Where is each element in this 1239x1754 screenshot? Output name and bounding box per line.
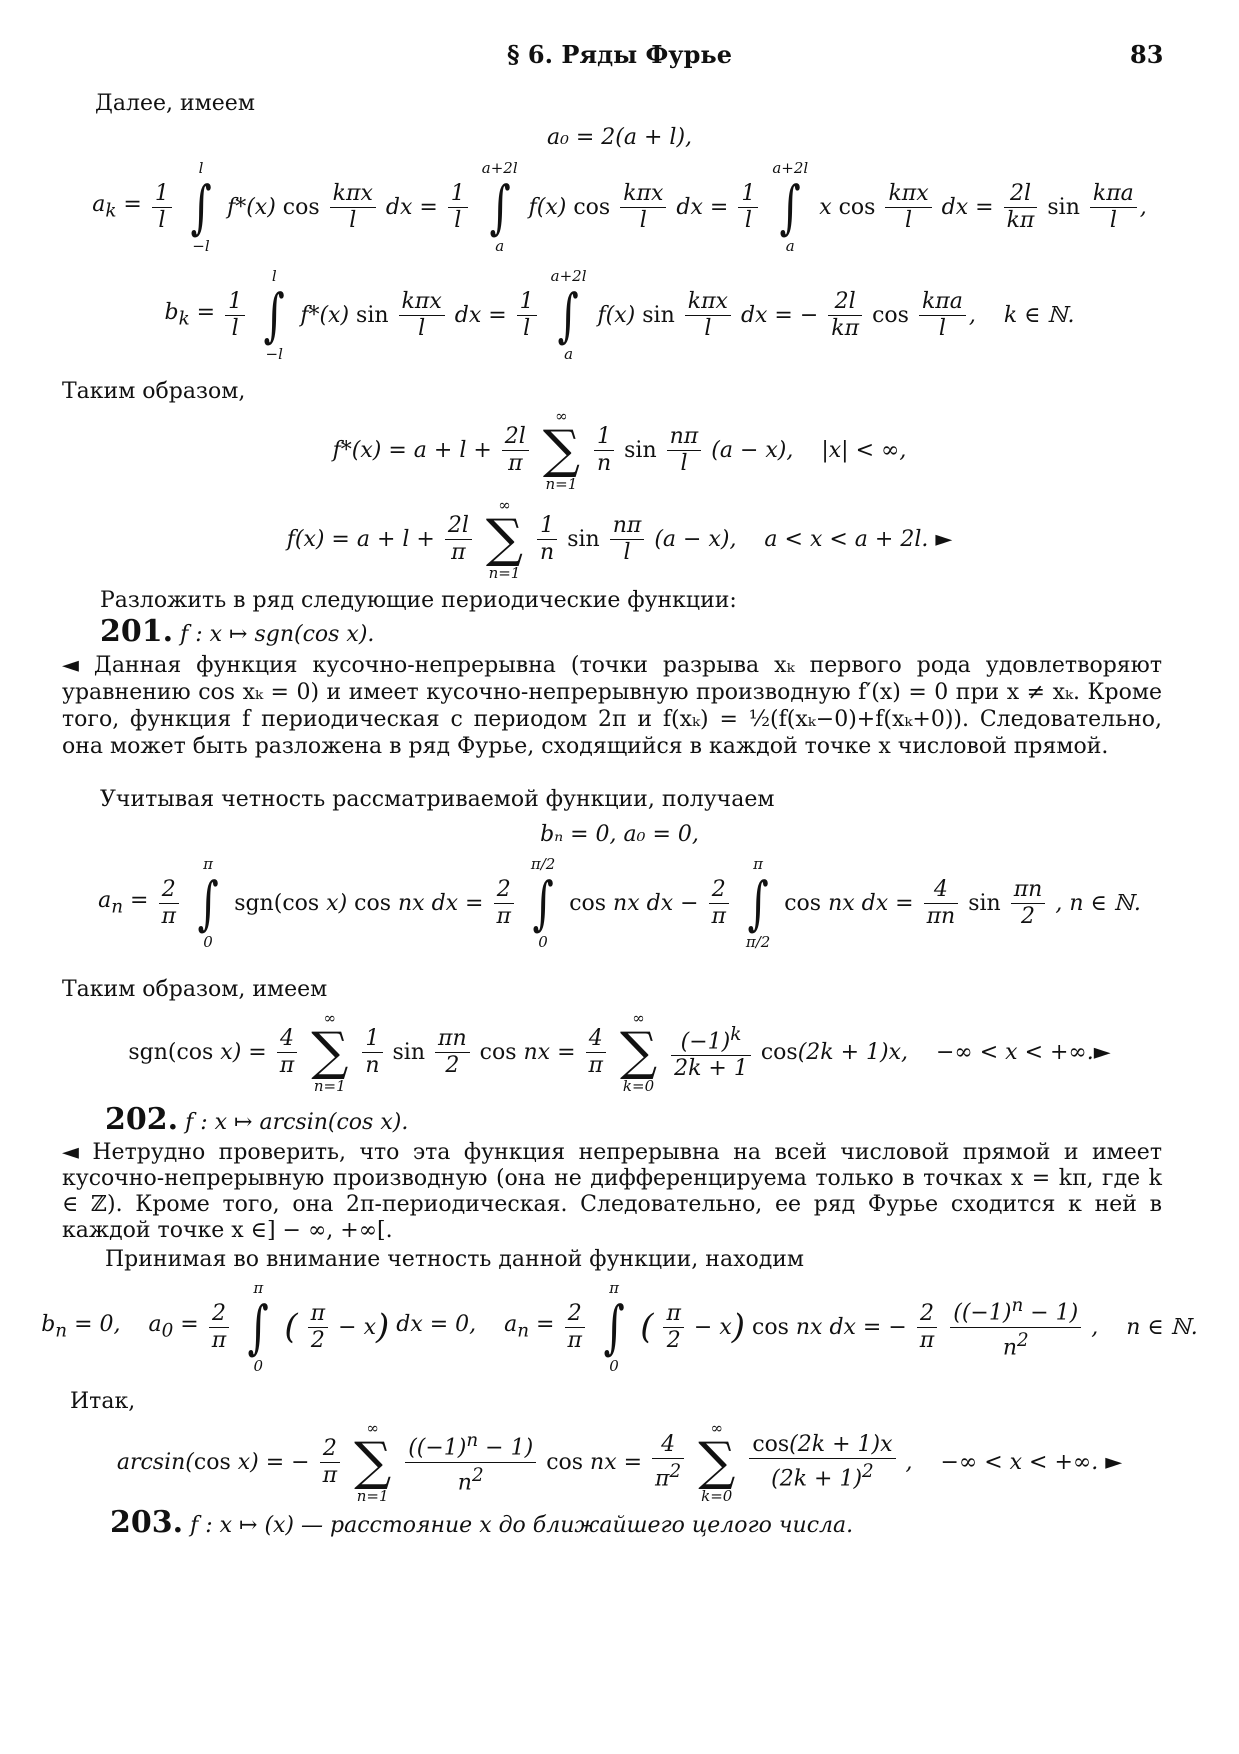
- problem-201: [100, 614, 374, 649]
- problem-201-solution: ◄ Данная функция кусочно-непрерывна (точки разрыва xₖ первого рода удовлетворяют уравнению cos xₖ = 0) и имеет кусочно-непрерывную производную f′(x) = 0 при x ≠ xₖ. Кроме того, функция f периодическая с периодом 2π и f(xₖ) = ½(f(xₖ−0)+f(xₖ+0)). Следовательно, она может быть разложена в ряд Фурье, сходящийся в каждой точке x числовой прямой.: [62, 653, 1162, 759]
- problem-201-number: 201.: [100, 614, 174, 649]
- paragraph-intro: Далее, имеем: [95, 91, 255, 116]
- equation-coeffs-202: $b_n = 0$, $a_0$ = $\frac{2}{\pi}$ π ∫ 0 ( $\frac{\pi}{2}$ − x) dx = 0, $a_n$ = $\frac{2}{\pi}$ π ∫ 0 ( $\frac{\pi}{2}$ − x) cos nx dx = − $\frac{2}{\pi}$ $\frac{((-1)^n - 1)}{n^2}$ , n ∈ ℕ.: [41, 1279, 1198, 1375]
- problem-202-number: 202.: [105, 1102, 179, 1137]
- problem-202-solution: ◄ Нетрудно проверить, что эта функция непрерывна на всей числовой прямой и имеет кусочно-непрерывную производную (она не дифференцируема только в точках x = kπ, где k ∈ ℤ). Кроме того, она 2π-периодическая. Следовательно, ее ряд Фурье сходится к ней в каждой точке x ∈] − ∞, +∞[.: [62, 1140, 1162, 1243]
- problem-203: [110, 1505, 853, 1540]
- equation-bn-a0: bₙ = 0, a₀ = 0,: [540, 822, 699, 847]
- equation-an-201: $a_n$ = $\frac{2}{\pi}$ π ∫ 0 sgn(cos x) cos nx dx = $\frac{2}{\pi}$ π/2 ∫ 0 cos nx dx − $\frac{2}{\pi}$ π ∫ π/2 cos nx dx = $\frac{4}{\pi n}$ sin $\frac{\pi n}{2}$ , n ∈ ℕ.: [98, 855, 1141, 951]
- paragraph-even-201: Учитывая четность рассматриваемой функции, получаем: [100, 787, 775, 812]
- paragraph-even-202: Принимая во внимание четность данной функции, находим: [105, 1247, 805, 1272]
- equation-bk: $b_k$ = $\frac{1}{l}$ l ∫ −l f*(x) sin $\frac{\text{kπx}}{l}$ dx = $\frac{1}{l}$ a+2l ∫ a f(x) sin $\frac{\text{kπx}}{l}$ dx = − $\frac{2l}{k\pi}$ cos $\frac{\text{kπa}}{l}$ , k ∈ ℕ.: [164, 267, 1075, 363]
- equation-arcsin-series: arcsin(cos x) = − $\frac{2}{\pi}$ ∞ ∑ n=1 $\frac{((-1)^n - 1)}{n^2}$ cos nx = $\frac{4}{\pi^2}$ ∞ ∑ k=0 $\frac{\cos(2k + 1)x}{(2k + 1)^2}$ , −∞ < x < +∞. ►: [116, 1419, 1123, 1505]
- equation-f-series: f(x) = a + l + $\frac{2l}{\pi}$ ∞ ∑ n=1 $\frac{1}{n}$ sin $\frac{n\pi}{l}$ (a − x), a < x < a + 2l. ►: [286, 496, 953, 582]
- page-number: 83: [1130, 40, 1164, 69]
- equation-sgn-series: sgn(cos x) = $\frac{4}{\pi}$ ∞ ∑ n=1 $\frac{1}{n}$ sin $\frac{\pi n}{2}$ cos nx = $\frac{4}{\pi}$ ∞ ∑ k=0 $\frac{(-1)^k}{2k + 1}$ cos(2k + 1)x, −∞ < x < +∞.►: [128, 1009, 1111, 1095]
- running-header-title: § 6. Ряды Фурье: [507, 40, 732, 69]
- paragraph-takim-1: Таким образом,: [62, 379, 246, 404]
- paragraph-takim-2: Таким образом, имеем: [62, 977, 328, 1002]
- equation-fstar-series: f*(x) = a + l + $\frac{2l}{\pi}$ ∞ ∑ n=1 $\frac{1}{n}$ sin $\frac{n\pi}{l}$ (a − x), |x| < ∞,: [332, 407, 907, 493]
- problem-203-number: 203.: [110, 1505, 184, 1540]
- paragraph-expand: Разложить в ряд следующие периодические функции:: [100, 588, 737, 613]
- problem-201-function: f : x ↦ sgn(cos x).: [180, 622, 375, 647]
- problem-202: [105, 1102, 408, 1137]
- equation-a0: a₀ = 2(a + l),: [546, 125, 693, 150]
- problem-202-function: f : x ↦ arcsin(cos x).: [185, 1110, 409, 1135]
- paragraph-itak: Итак,: [70, 1389, 136, 1414]
- equation-ak: $a_k$ = $\frac{1}{l}$ l ∫ −l f*(x) cos $\frac{\text{kπx}}{l}$ dx = $\frac{1}{l}$ a+2l ∫ a f(x) cos $\frac{\text{kπx}}{l}$ dx = $\frac{1}{l}$ a+2l ∫ a x cos $\frac{\text{kπx}}{l}$ dx = $\frac{2l}{k\pi}$ sin $\frac{\text{kπa}}{l}$ ,: [92, 159, 1147, 255]
- problem-203-function: f : x ↦ (x) — расстояние x до ближайшего целого числа.: [190, 1513, 854, 1538]
